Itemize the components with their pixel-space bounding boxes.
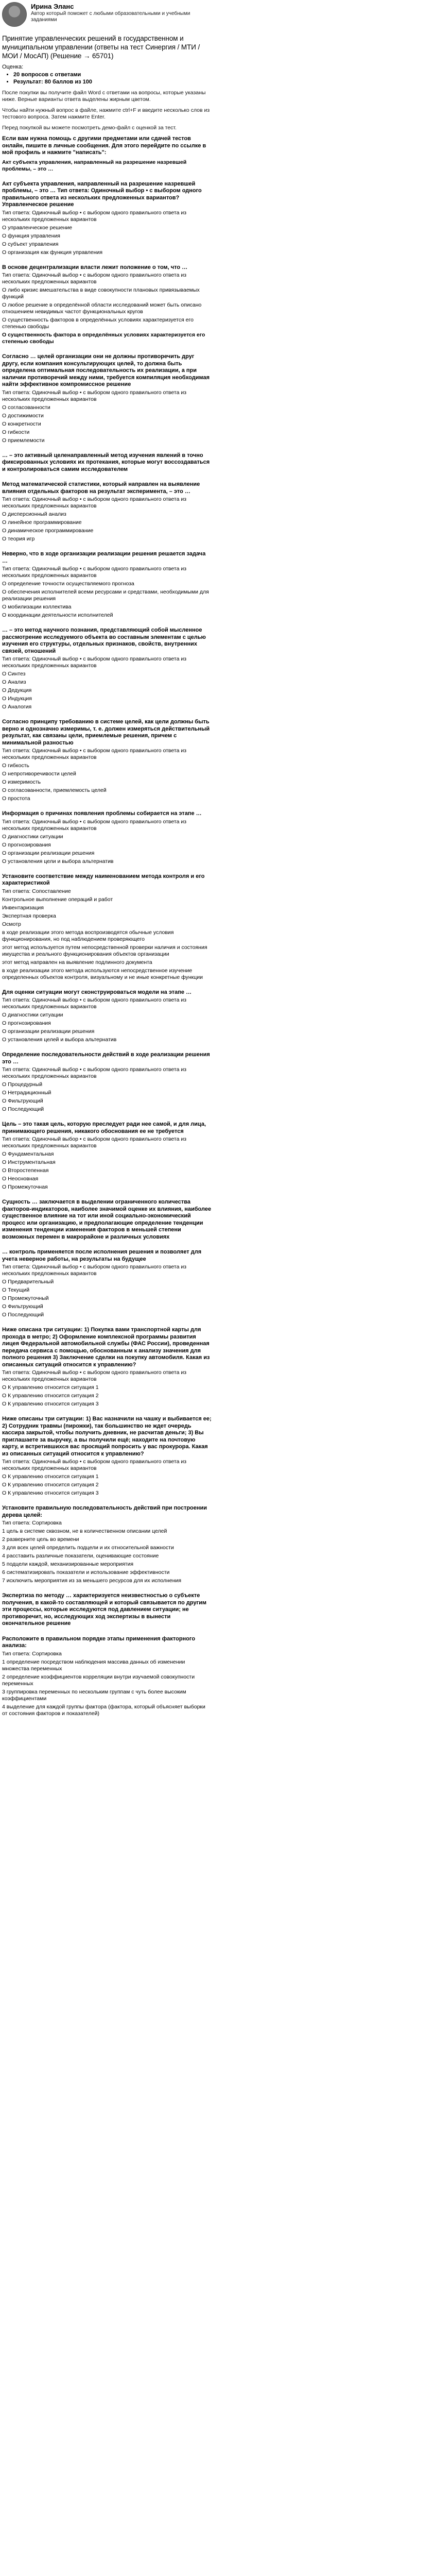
answer-option: О диагностики ситуации: [2, 1012, 63, 1018]
question-block: [2, 1121, 212, 1191]
answer-type: Тип ответа: Одиночный выбор • с выбором одного правильного ответа из нескольких предложенных вариантов: [2, 748, 187, 760]
questions-list: [2, 135, 212, 1717]
answer-option: О согласованности: [2, 404, 50, 411]
answer-option: О Промежуточная: [2, 1184, 48, 1190]
answer-options: [2, 832, 212, 865]
question-text: Метод математической статистики, который направлен на выявление влияния отдельных факторов на результат эксперимента, – это …: [2, 481, 200, 495]
answer-option: О прогнозирования: [2, 1020, 51, 1026]
answer-option: О Фундаментальная: [2, 1151, 54, 1157]
answer-options: [2, 1277, 212, 1318]
grade-list: [2, 71, 212, 86]
answer-option: О линейное программирование: [2, 519, 82, 526]
answer-option: 7 исключить мероприятия из за меньшего ресурсов для их исполнения: [2, 1578, 182, 1584]
question-block: [2, 1052, 212, 1113]
answer-option: О Индукция: [2, 696, 32, 702]
question-text: В основе децентрализации власти лежит положение о том, что …: [2, 264, 188, 270]
answer-option: О Процедурный: [2, 1081, 43, 1088]
answer-options: [2, 510, 212, 543]
note-paragraph: После покупки вы получите файл Word с ответами на вопросы, которые указаны ниже. Верные варианты ответа выделены жирным цветом.: [2, 90, 206, 103]
answer-option: О приемлемости: [2, 437, 45, 444]
question-block: [2, 452, 212, 473]
answer-option: 1 определение посредством наблюдения массива данных об изменении множества переменных: [2, 1658, 185, 1672]
answer-option: О координации деятельности исполнителей: [2, 612, 113, 618]
question-text: Цель – это такая цель, которую преследует ради нее самой, и для лица, принимающего решения, никакого обоснования ее не требуется: [2, 1121, 206, 1134]
answer-type: Тип ответа: Одиночный выбор • с выбором одного правильного ответа из нескольких предложенных вариантов: [2, 389, 187, 402]
answer-option: в ходе реализации этого метода используются непосредственное изучение определенных объектов контроля, визуальному и не иные конкретные функции: [2, 967, 203, 980]
answer-options: [2, 1080, 212, 1113]
answer-option: О Инструментальная: [2, 1159, 56, 1165]
answer-option: О дисперсионный анализ: [2, 511, 66, 517]
answer-option: О достижимости: [2, 412, 44, 419]
question-block: [2, 353, 212, 444]
answer-option: О либо кризис вмешательства в виде совокупности плановых привязываемых функций: [2, 287, 200, 300]
answer-option: 5 подцели каждой, механизированные мероприятия: [2, 1561, 134, 1567]
question-text: Ниже описана три ситуации: 1) Покупка вами транспортной карты для прохода в метро; 2) Оформление комплексной программы развития лицея Федеральной автомобильной службы (ФАС России), проведенная передача сервиса с помощью, обоснованным к анализу значения для полного решения 3) Заключение сделки на покупку автомобиля. Какая из описанных ситуаций относится к управлению?: [2, 1327, 210, 1368]
answer-options: [2, 1657, 212, 1717]
answer-option: О прогнозирования: [2, 841, 51, 848]
question-block: [2, 481, 212, 543]
question-block: [2, 1636, 212, 1717]
question-block: [2, 551, 212, 619]
answer-option: 3 группировка переменных по нескольким группам с чуть более высоким коэффициентами: [2, 1688, 186, 1702]
answer-type: Тип ответа: Одиночный выбор • с выбором одного правильного ответа из нескольких предложенных вариантов: [2, 997, 187, 1010]
answer-option: О установления целей и выбора альтернатив: [2, 1037, 117, 1043]
answer-type: Тип ответа: Сопоставление: [2, 888, 71, 894]
answer-option: О теория игр: [2, 536, 35, 542]
question-text: Согласно … целей организации они не должны противоречить друг другу, если компания консультирующих целей, то должна быть определена оптимальная последовательность их реализации, а при наличии противоречий между ними, требуется компиляция необходимая найти эффективное компромиссное решение: [2, 353, 210, 387]
question-block: [2, 1199, 212, 1241]
answer-option: О Аналогия: [2, 704, 32, 710]
question-block: [2, 1416, 212, 1497]
author-name[interactable]: Ирина Эланс: [31, 3, 74, 10]
answer-option: О измеримость: [2, 779, 41, 785]
question-block: [2, 1592, 212, 1628]
author-block: [2, 2, 212, 27]
question-text: Экспертиза по методу … характеризуется неизвестностью о субъекте получения, в какой-то составляющей и который связывается по другим эти процессы, которые исследуются под давлением ситуации; не противоречит, но, исследующих ход экспертизы в вынести окончательное решение: [2, 1592, 207, 1626]
answer-option: 2 разверните цель во времени: [2, 1536, 79, 1543]
answer-option: 1 цель в системе сквозном, не в количественном описании целей: [2, 1528, 167, 1534]
answer-option: О определение точности осуществляемого прогноза: [2, 581, 134, 587]
question-block: [2, 135, 212, 173]
grade-item: • 20 вопросов с ответами: [13, 71, 212, 78]
answer-option: О функция управления: [2, 232, 60, 239]
answer-option: 4 расставить различные показатели, оценивающие состояние: [2, 1553, 159, 1559]
answer-options: [2, 1527, 212, 1584]
answer-options: [2, 1149, 212, 1191]
answer-option: О простота: [2, 795, 30, 802]
answer-option: О К управлению относится ситуация 3: [2, 1490, 99, 1496]
author-info: [31, 2, 212, 23]
answer-type: Тип ответа: Одиночный выбор • с выбором одного правильного ответа из нескольких предложенных вариантов: [2, 1264, 187, 1277]
answer-option: О согласованности, приемлемость целей: [2, 787, 107, 793]
question-block: [2, 989, 212, 1044]
grade-label: Оценка:: [2, 64, 24, 70]
answer-option: О Фильтрующий: [2, 1303, 43, 1310]
answer-option: О динамическое программирование: [2, 528, 94, 534]
answer-option: этот метод используется путем непосредственной проверки наличия и состояния имущества и реального функционирования объектов организации: [2, 944, 207, 957]
answer-option: О обеспечения исполнителей всеми ресурсами и средствами, необходимыми для реализации решения: [2, 589, 209, 602]
answer-option: О субъект управления: [2, 241, 59, 247]
question-text: … контроль применяется после исполнения решения и позволяет для учета неверное работы, на результаты на будущее: [2, 1249, 202, 1262]
question-text: Определение последовательности действий в ходе реализации решения это …: [2, 1052, 210, 1065]
answer-type: Тип ответа: Одиночный выбор • с выбором одного правильного ответа из нескольких предложенных вариантов: [2, 1369, 187, 1382]
answer-type: Тип ответа: Одиночный выбор • с выбором одного правильного ответа из нескольких предложенных вариантов: [2, 1066, 187, 1079]
answer-option: Осмотр: [2, 921, 21, 927]
question-text: Для оценки ситуации могут сконструироваться модели на этапе …: [2, 989, 192, 995]
answer-option: О К управлению относится ситуация 2: [2, 1393, 99, 1399]
answer-options: [2, 761, 212, 802]
answer-options: [2, 1383, 212, 1408]
answer-type: Тип ответа: Сортировка: [2, 1650, 62, 1657]
answer-option: О Текущий: [2, 1287, 30, 1293]
answer-type: Тип ответа: Одиночный выбор • с выбором одного правильного ответа из нескольких предложенных вариантов: [2, 1459, 187, 1471]
answer-option: О Неосновная: [2, 1176, 39, 1182]
note-paragraph: Чтобы найти нужный вопрос в файле, нажмите ctrl+F и введите несколько слов из тестового вопроса. Затем нажмите Enter.: [2, 107, 210, 120]
answer-options: [2, 285, 212, 345]
answer-option: О К управлению относится ситуация 2: [2, 1482, 99, 1488]
question-block: [2, 1327, 212, 1408]
answer-option: О Фильтрующий: [2, 1098, 43, 1104]
answer-options: [2, 1472, 212, 1497]
answer-option: О Анализ: [2, 679, 26, 685]
question-block: [2, 627, 212, 710]
page: [0, 0, 212, 1727]
question-block: [2, 873, 212, 981]
answer-option: О установления цели и выбора альтернатив: [2, 858, 114, 865]
answer-option: Контрольное выполнение операций и работ: [2, 896, 113, 903]
answer-options: [2, 158, 212, 173]
answer-option: О конкретности: [2, 420, 41, 427]
answer-type: Тип ответа: Одиночный выбор • с выбором одного правильного ответа из нескольких предложенных вариантов: [2, 818, 187, 832]
answer-type: Тип ответа: Одиночный выбор • с выбором одного правильного ответа из нескольких предложенных вариантов: [2, 209, 187, 223]
page-title: Принятие управленческих решений в государственном и муниципальном управлении (ответы на тест Синергия / МТИ / МОИ / МосАП) (Решение → 65701): [2, 35, 200, 60]
answer-option: Экспертная проверка: [2, 912, 56, 919]
answer-options: [2, 669, 212, 710]
question-text: Ниже описаны три ситуации: 1) Вас назначили на чашку и выбивается ее; 2) Сотрудник травмы (пирожки), так большинство не ждет очередь кассира закрытой, чтобы получить дневник, не расчитав деньги; 3) Вы приглашаете за выручку, а вы получили ещё; находите на почтовую карту, и встретившихся вас просящий попросить у вас прокурора. Какая из описанных ситуаций относится к управлению?: [2, 1416, 212, 1457]
answer-options: [2, 895, 212, 981]
answer-option: О Предварительный: [2, 1279, 54, 1285]
answer-option: О гибкость: [2, 762, 29, 769]
question-block: [2, 810, 212, 865]
answer-option: О Синтез: [2, 671, 26, 677]
answer-option: О К управлению относится ситуация 1: [2, 1384, 99, 1391]
answer-option: О непротиворечивости целей: [2, 771, 76, 777]
question-block: [2, 181, 212, 256]
answer-option: О существенность факторов в определённых условиях характеризуется его степенью свободы: [2, 317, 194, 330]
answer-option-correct: Акт субъекта управления, направленный на разрешение назревшей проблемы, – это …: [2, 159, 187, 172]
author-description: Автор который поможет с любыми образовательными и учебными заданиями: [31, 11, 190, 23]
answer-option: О Дедукция: [2, 687, 32, 693]
question-text: Сущность … заключается в выделении ограниченного количества факторов-индикаторов, наиболее значимой оценке их влияния, наиболее существенное влияние на тот или иной социально-экономический процесс или организацию, и предполагающие определение тенденции изменения тенденции изменения факторов в меньшей степени возможных перемен в макрорайоне и различных условиях: [2, 1199, 212, 1240]
answer-option: О Последующий: [2, 1106, 44, 1112]
answer-option: О Последующий: [2, 1312, 44, 1318]
answer-option: 3 для всех целей определить подцели и их относительной важности: [2, 1545, 174, 1551]
question-text: Информация о причинах появления проблемы собирается на этапе …: [2, 810, 202, 817]
answer-type: Тип ответа: Одиночный выбор • с выбором одного правильного ответа из нескольких предложенных вариантов: [2, 566, 187, 579]
question-text: Согласно принципу требованию в системе целей, как цели должны быть верно и однозначно измеримы, т. е. должен измеряться действительный результат, как связаны цели, приемлемые решения, причем с минимальной разностью: [2, 719, 210, 746]
author-avatar[interactable]: [2, 2, 27, 27]
grade-item: • Результат: 80 баллов из 100: [13, 78, 212, 86]
answer-options: [2, 1010, 212, 1043]
answer-option: О организации реализации решения: [2, 1028, 95, 1035]
answer-option: О мобилизации коллектива: [2, 604, 72, 610]
answer-type: Тип ответа: Одиночный выбор • с выбором одного правильного ответа из нескольких предложенных вариантов: [2, 272, 187, 285]
answer-type: Тип ответа: Одиночный выбор • с выбором одного правильного ответа из нескольких предложенных вариантов: [2, 656, 187, 669]
answer-option: О Нетрадиционный: [2, 1090, 51, 1096]
question-text: Установите правильную последовательность действий при построении дерева целей:: [2, 1505, 207, 1518]
answer-option: О гибкости: [2, 429, 30, 435]
question-block: [2, 1505, 212, 1584]
answer-options: [2, 223, 212, 256]
question-text: Акт субъекта управления, направленный на разрешение назревшей проблемы, – это … Тип ответа: Одиночный выбор • с выбором одного правильного ответа из нескольких предложенных вариантов? Управленческое решение: [2, 180, 202, 208]
answer-option: в ходе реализации этого метода воспроизводятся обычные условия функционирования, но под наблюдением проверяющего: [2, 929, 174, 942]
answer-option: О К управлению относится ситуация 1: [2, 1473, 99, 1480]
answer-option: О диагностики ситуации: [2, 833, 63, 840]
question-text: Неверно, что в ходе организации реализации решения решается задача …: [2, 551, 206, 564]
answer-option-correct: О существенность фактора в определённых условиях характеризуется его степенью свободы: [2, 332, 205, 345]
question-block: [2, 719, 212, 802]
answer-option: О Промежуточный: [2, 1295, 49, 1301]
answer-option: 6 систематизировать показатели и использование эффективности: [2, 1569, 170, 1575]
answer-type: Тип ответа: Одиночный выбор • с выбором одного правильного ответа из нескольких предложенных вариантов: [2, 496, 187, 509]
question-text: … – это метод научного познания, представляющий собой мысленное рассмотрение исследуемого объекта во составным элементам с целью изучения его структуры, отдельных признаков, свойств, внутренних связей, отношений: [2, 627, 206, 654]
question-block: [2, 264, 212, 346]
answer-option: О организации реализации решения: [2, 850, 95, 856]
question-text: Установите соответствие между наименованием метода контроля и его характеристикой: [2, 873, 205, 886]
question-text: Если вам нужна помощь с другими предметами или сдачей тестов онлайн, пишите в личные сообщения. Для этого перейдите по ссылке в мой профиль и нажмите "написать":: [2, 135, 206, 156]
answer-option: О организация как функция управления: [2, 249, 103, 256]
answer-option: Инвентаризация: [2, 904, 44, 911]
answer-option: О управленческое решение: [2, 224, 73, 231]
answer-options: [2, 579, 212, 619]
answer-option: 2 определение коэффициентов корреляции внутри изучаемой совокупности переменных: [2, 1673, 195, 1687]
answer-option: О Второстепенная: [2, 1167, 49, 1174]
question-text: Расположите в правильном порядке этапы применения факторного анализа:: [2, 1635, 196, 1649]
question-block: [2, 1249, 212, 1318]
answer-type: Тип ответа: Сортировка: [2, 1520, 62, 1526]
answer-option: 4 выделение для каждой группы фактора (фактора, который объясняет выборки от состояния факторов и показателей): [2, 1703, 205, 1717]
answer-option: О К управлению относится ситуация 3: [2, 1401, 99, 1407]
question-text: … – это активный целенаправленный метод изучения явлений в точно фиксированных условиях их протекания, которые могут воссоздаваться и контролироваться самим исследователем: [2, 452, 210, 472]
answer-type: Тип ответа: Одиночный выбор • с выбором одного правильного ответа из нескольких предложенных вариантов: [2, 1136, 187, 1149]
answer-option: этот метод направлен на выявление подлинного документа: [2, 959, 152, 965]
answer-options: [2, 403, 212, 444]
note-paragraph: Перед покупкой вы можете посмотреть демо-файл с оценкой за тест.: [2, 125, 177, 131]
answer-option: О любое решение в определённой области исследований может быть описано отношением невидимых частот функциональных кругов: [2, 302, 202, 315]
